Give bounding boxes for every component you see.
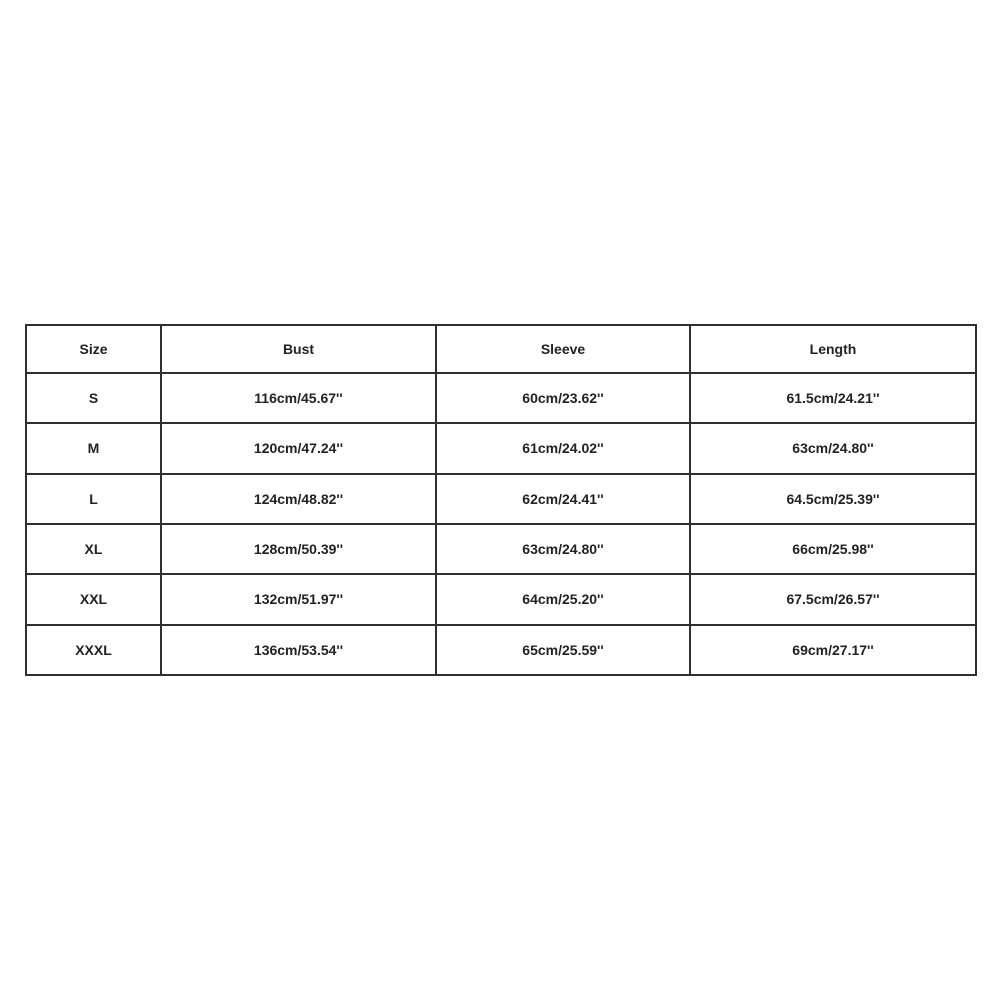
table-row [26, 373, 976, 423]
cell-sleeve: 62cm/24.41'' [436, 474, 690, 524]
cell-size: L [26, 474, 161, 524]
cell-size: XXXL [26, 625, 161, 675]
cell-sleeve: 61cm/24.02'' [436, 423, 690, 473]
cell-length: 69cm/27.17'' [690, 625, 976, 675]
table-row [26, 574, 976, 624]
table-row [26, 474, 976, 524]
header-size: Size [26, 325, 161, 373]
cell-length: 63cm/24.80'' [690, 423, 976, 473]
table-row [26, 524, 976, 574]
cell-sleeve: 60cm/23.62'' [436, 373, 690, 423]
size-chart-body [26, 373, 976, 675]
header-length: Length [690, 325, 976, 373]
cell-length: 64.5cm/25.39'' [690, 474, 976, 524]
cell-size: M [26, 423, 161, 473]
cell-length: 67.5cm/26.57'' [690, 574, 976, 624]
cell-bust: 120cm/47.24'' [161, 423, 436, 473]
cell-bust: 136cm/53.54'' [161, 625, 436, 675]
cell-size: XL [26, 524, 161, 574]
cell-bust: 128cm/50.39'' [161, 524, 436, 574]
size-chart-table [25, 324, 977, 676]
cell-length: 66cm/25.98'' [690, 524, 976, 574]
table-row [26, 423, 976, 473]
cell-sleeve: 63cm/24.80'' [436, 524, 690, 574]
cell-bust: 132cm/51.97'' [161, 574, 436, 624]
table-row [26, 625, 976, 675]
header-sleeve: Sleeve [436, 325, 690, 373]
cell-bust: 116cm/45.67'' [161, 373, 436, 423]
size-chart-header [26, 325, 976, 373]
cell-length: 61.5cm/24.21'' [690, 373, 976, 423]
cell-bust: 124cm/48.82'' [161, 474, 436, 524]
cell-sleeve: 65cm/25.59'' [436, 625, 690, 675]
header-bust: Bust [161, 325, 436, 373]
cell-size: S [26, 373, 161, 423]
cell-size: XXL [26, 574, 161, 624]
cell-sleeve: 64cm/25.20'' [436, 574, 690, 624]
header-row [26, 325, 976, 373]
